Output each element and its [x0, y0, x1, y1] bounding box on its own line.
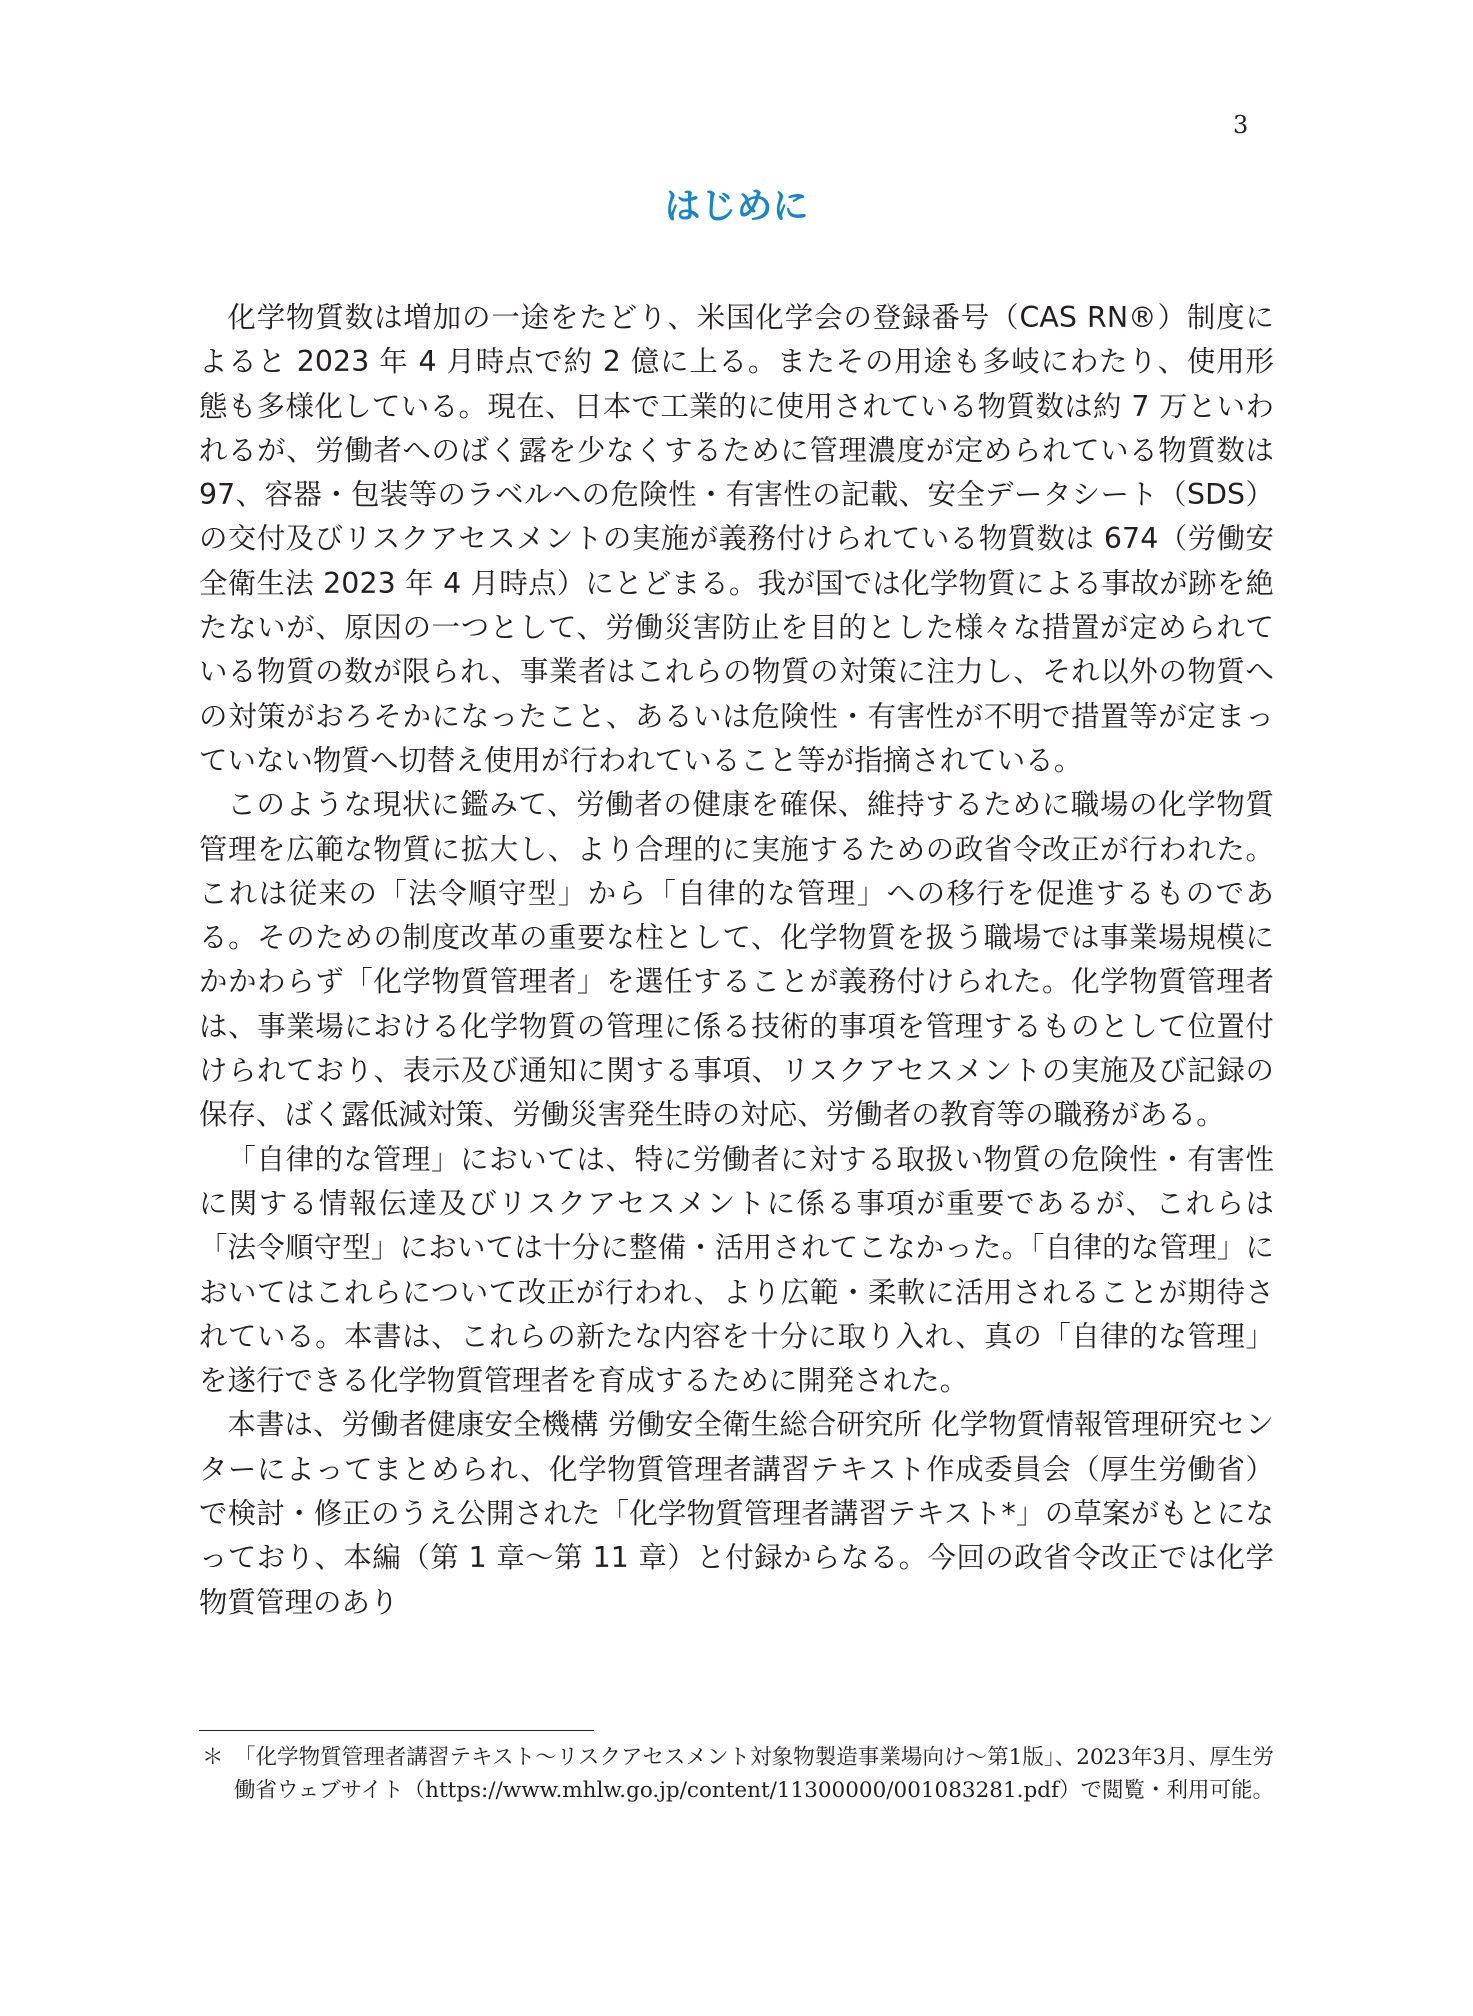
paragraph-4: 本書は、労働者健康安全機構 労働安全衛生総合研究所 化学物質情報管理研究センターによってまとめられ、化学物質管理者講習テキスト作成委員会（厚生労働省）で検討・修正のうえ公開された「化学物質管理者講習テキスト*」の草案がもとになっており、本編（第 1 章〜第 11 章）と付録からなる。今回の政省令改正では化学物質管理のあり [199, 1408, 1274, 1619]
page-title: はじめに [664, 186, 809, 227]
paragraph-3: 「自律的な管理」においては、特に労働者に対する取扱い物質の危険性・有害性に関する情報伝達及びリスクアセスメントに係る事項が重要であるが、これらは「法令順守型」においては十分に整備・活用されてこなかった。「自律的な管理」においてはこれらについて改正が行われ、より広範・柔軟に活用されることが期待されている。本書は、これらの新たな内容を十分に取り入れ、真の「自律的な管理」を遂行できる化学物質管理者を育成するために開発された。 [199, 1142, 1274, 1398]
footnote-divider [199, 1730, 594, 1731]
footnote [202, 1741, 1274, 1807]
page-number: 3 [1233, 111, 1249, 139]
body-text [199, 296, 1274, 1625]
footnote-text: 「化学物質管理者講習テキスト〜リスクアセスメント対象物製造事業場向け〜第1版」、2023年3月、厚生労働省ウェブサイト（https://www.mhlw.go.jp/content/11300000/001083281.pdf）で閲覧・利用可能。 [234, 1745, 1274, 1803]
paragraph-2: このような現状に鑑みて、労働者の健康を確保、維持するために職場の化学物質管理を広範な物質に拡大し、より合理的に実施するための政省令改正が行われた。これは従来の「法令順守型」から「自律的な管理」への移行を促進するものである。そのための制度改革の重要な柱として、化学物質を扱う職場では事業場規模にかかわらず「化学物質管理者」を選任することが義務付けられた。化学物質管理者は、事業場における化学物質の管理に係る技術的事項を管理するものとして位置付けられており、表示及び通知に関する事項、リスクアセスメントの実施及び記録の保存、ばく露低減対策、労働災害発生時の対応、労働者の教育等の職務がある。 [199, 788, 1274, 1132]
footnote-mark: ＊ [202, 1745, 224, 1770]
paragraph-1: 化学物質数は増加の一途をたどり、米国化学会の登録番号（CAS RN®）制度によると 2023 年 4 月時点で約 2 億に上る。またその用途も多岐にわたり、使用形態も多様化している。現在、日本で工業的に使用されている物質数は約 7 万といわれるが、労働者へのばく露を少なくするために管理濃度が定められている物質数は 97、容器・包装等のラベルへの危険性・有害性の記載、安全データシート（SDS）の交付及びリスクアセスメントの実施が義務付けられている物質数は 674（労働安全衛生法 2023 年 4 月時点）にとどまる。我が国では化学物質による事故が跡を絶たないが、原因の一つとして、労働災害防止を目的とした様々な措置が定められている物質の数が限られ、事業者はこれらの物質の対策に注力し、それ以外の物質への対策がおろそかになったこと、あるいは危険性・有害性が不明で措置等が定まっていない物質へ切替え使用が行われていること等が指摘されている。 [199, 301, 1274, 777]
